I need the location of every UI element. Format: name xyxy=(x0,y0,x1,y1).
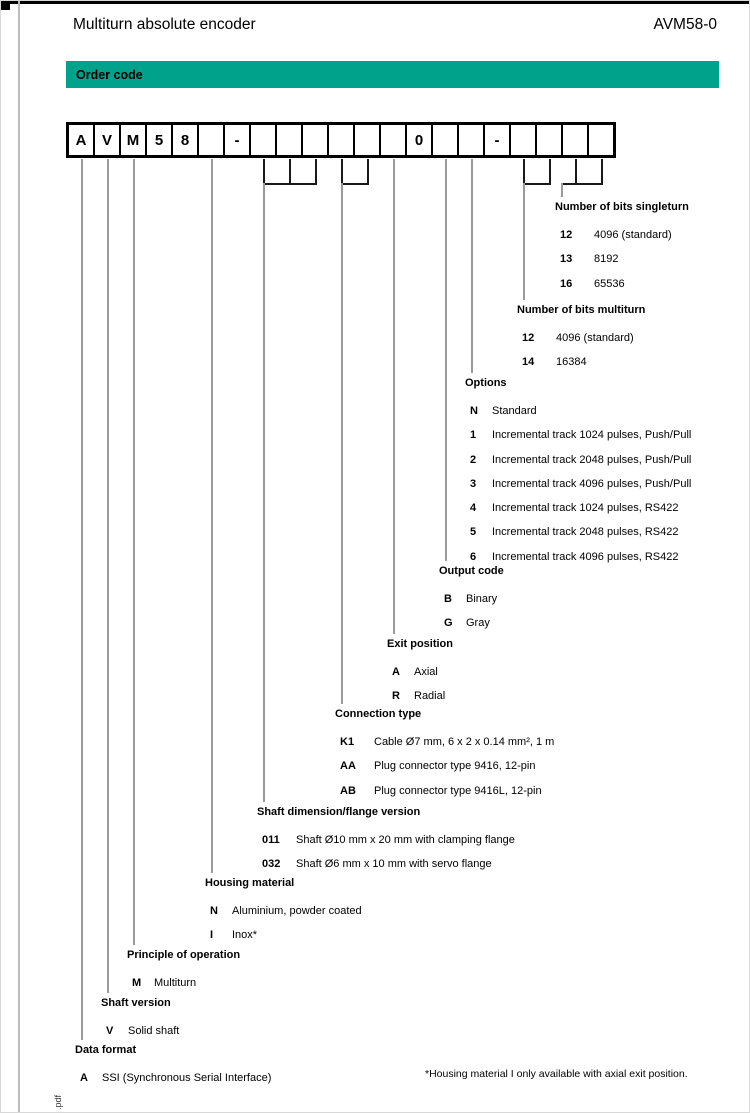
option-row xyxy=(262,834,515,847)
option-desc: Binary xyxy=(466,593,498,605)
option-code: 16 xyxy=(560,277,573,290)
connector-stub xyxy=(315,159,317,183)
group-title: Shaft dimension/flange version xyxy=(257,806,421,818)
connector-stub xyxy=(367,159,369,183)
option-desc: Plug connector type 9416L, 12-pin xyxy=(374,784,542,797)
option-code: 4 xyxy=(470,502,477,515)
option-desc: Aluminium, powder coated xyxy=(232,905,362,917)
option-group xyxy=(465,377,691,575)
option-code: 1 xyxy=(470,429,477,442)
order-code-boxes xyxy=(66,122,616,158)
connector-line xyxy=(471,159,473,373)
option-code: 13 xyxy=(560,253,573,266)
order-code-cell xyxy=(355,125,381,155)
page-edge-line xyxy=(18,1,20,1113)
option-code: I xyxy=(210,929,214,942)
group-title: Shaft version xyxy=(101,997,171,1009)
option-row xyxy=(262,858,515,871)
side-filename-label: .pdf xyxy=(53,1094,63,1110)
order-code-cell xyxy=(277,125,303,155)
connector-shelf xyxy=(561,183,603,185)
option-desc: Inox* xyxy=(232,929,258,942)
option-row xyxy=(340,785,554,798)
option-desc: 4096 (standard) xyxy=(556,332,634,344)
order-code-cell xyxy=(537,125,563,155)
option-code: B xyxy=(444,593,452,605)
option-group xyxy=(555,201,689,302)
group-title: Housing material xyxy=(205,877,295,889)
option-desc: Radial xyxy=(414,690,446,703)
order-code-cell: 8 xyxy=(173,125,199,155)
option-desc: Cable Ø7 mm, 6 x 2 x 0.14 mm², 1 m xyxy=(374,736,555,748)
option-desc: Solid shaft xyxy=(128,1025,180,1037)
group-title: Output code xyxy=(439,565,504,577)
order-code-cell xyxy=(459,125,485,155)
option-code: AB xyxy=(340,784,356,797)
option-group xyxy=(257,806,515,883)
option-desc: Multiturn xyxy=(154,977,197,989)
order-code-cell xyxy=(381,125,407,155)
option-code: A xyxy=(80,1072,88,1084)
corner-mark xyxy=(1,1,10,10)
option-row xyxy=(444,593,504,606)
option-row xyxy=(522,356,645,369)
option-row xyxy=(340,736,554,749)
option-desc: Plug connector type 9416, 12-pin xyxy=(374,760,536,773)
option-desc: Shaft Ø6 mm x 10 mm with servo flange xyxy=(296,858,492,871)
option-code: 12 xyxy=(522,332,535,344)
connector-stub xyxy=(289,159,291,183)
connector-line xyxy=(341,183,343,704)
option-code: AA xyxy=(340,760,356,773)
product-model: AVM58-0 xyxy=(653,16,717,33)
order-code-cell: - xyxy=(485,125,511,155)
connector-stub xyxy=(549,159,551,183)
order-code-cell xyxy=(589,125,613,155)
group-title: Connection type xyxy=(335,708,422,720)
option-group xyxy=(75,1044,271,1096)
option-code: R xyxy=(392,690,400,703)
connector-line xyxy=(393,159,395,634)
connector-line xyxy=(211,159,213,873)
option-group xyxy=(127,949,240,1001)
top-rule xyxy=(1,1,750,4)
connector-shelf xyxy=(523,183,551,185)
option-row xyxy=(80,1072,271,1085)
option-desc: 65536 xyxy=(594,277,625,290)
option-group xyxy=(205,877,362,954)
order-code-cell: - xyxy=(225,125,251,155)
connector-shelf xyxy=(263,183,317,185)
group-title: Data format xyxy=(75,1044,137,1056)
option-row xyxy=(470,526,691,539)
order-code-cell: A xyxy=(69,125,95,155)
option-code: V xyxy=(106,1025,114,1037)
connector-line xyxy=(133,159,135,945)
option-desc: Shaft Ø10 mm x 20 mm with clamping flange xyxy=(296,834,515,846)
connector-line xyxy=(81,159,83,1040)
option-code: 2 xyxy=(470,453,477,466)
connector-stub xyxy=(263,159,265,183)
option-code: N xyxy=(470,405,478,417)
option-code: K1 xyxy=(340,736,355,748)
group-title: Number of bits singleturn xyxy=(555,201,689,213)
option-code: 6 xyxy=(470,550,477,563)
group-title: Number of bits multiturn xyxy=(517,304,646,316)
option-desc: 16384 xyxy=(556,356,587,369)
option-row xyxy=(470,429,691,442)
option-code: 14 xyxy=(522,356,535,369)
option-code: 032 xyxy=(262,858,281,871)
option-row xyxy=(210,905,362,918)
option-row xyxy=(392,666,453,679)
order-code-cell xyxy=(511,125,537,155)
option-desc: Incremental track 2048 pulses, RS422 xyxy=(492,526,679,539)
option-desc: 8192 xyxy=(594,253,619,266)
option-row xyxy=(470,478,691,491)
option-row xyxy=(470,405,691,418)
connector-stub xyxy=(601,159,603,183)
connector-shelf xyxy=(341,183,369,185)
group-title: Exit position xyxy=(387,638,453,650)
option-desc: Incremental track 1024 pulses, Push/Pull xyxy=(492,429,692,442)
connector-line xyxy=(263,183,265,802)
option-desc: SSI (Synchronous Serial Interface) xyxy=(102,1072,272,1084)
option-row xyxy=(560,253,689,266)
option-desc: 4096 (standard) xyxy=(594,229,672,241)
option-code: 12 xyxy=(560,229,573,241)
order-code-cell: V xyxy=(95,125,121,155)
option-group xyxy=(517,304,645,381)
option-desc: Axial xyxy=(414,666,438,678)
option-row xyxy=(106,1025,179,1038)
connector-stub xyxy=(575,159,577,183)
section-header-label: Order code xyxy=(76,67,143,82)
order-code-cell: M xyxy=(121,125,147,155)
option-code: G xyxy=(444,617,453,630)
option-row xyxy=(132,977,240,990)
option-desc: Incremental track 4096 pulses, Push/Pull xyxy=(492,477,692,490)
option-group xyxy=(387,638,453,715)
order-code-cell xyxy=(251,125,277,155)
order-code-cell: 5 xyxy=(147,125,173,155)
option-code: 3 xyxy=(470,477,477,490)
connector-line xyxy=(107,159,109,993)
option-group xyxy=(335,708,554,809)
order-code-cell xyxy=(303,125,329,155)
option-row xyxy=(444,617,504,630)
connector-line xyxy=(561,183,563,197)
option-code: M xyxy=(132,977,142,989)
footnote: *Housing material I only available with axial exit position. xyxy=(425,1068,688,1080)
option-row xyxy=(560,229,689,242)
option-desc: Standard xyxy=(492,405,537,417)
connector-line xyxy=(523,183,525,300)
group-title: Options xyxy=(465,377,507,389)
option-desc: Incremental track 1024 pulses, RS422 xyxy=(492,502,679,515)
option-row xyxy=(210,929,362,942)
order-code-cell: 0 xyxy=(407,125,433,155)
connector-line xyxy=(445,159,447,561)
option-group xyxy=(439,565,504,642)
section-header-order-code xyxy=(66,61,719,88)
option-row xyxy=(470,551,691,564)
option-code: 011 xyxy=(262,834,280,846)
option-desc: Incremental track 4096 pulses, RS422 xyxy=(492,550,679,563)
option-code: 5 xyxy=(470,526,477,539)
option-code: N xyxy=(210,905,218,917)
connector-stub xyxy=(341,159,343,183)
order-code-cell xyxy=(433,125,459,155)
option-row xyxy=(560,278,689,291)
option-desc: Gray xyxy=(466,617,490,630)
connector-stub xyxy=(523,159,525,183)
order-code-cell xyxy=(329,125,355,155)
option-row xyxy=(470,502,691,515)
option-group xyxy=(101,997,179,1049)
page-title: Multiturn absolute encoder xyxy=(73,16,256,33)
option-row xyxy=(340,760,554,773)
order-code-cell xyxy=(199,125,225,155)
option-desc: Incremental track 2048 pulses, Push/Pull xyxy=(492,453,692,466)
option-code: A xyxy=(392,666,400,678)
option-row xyxy=(470,454,691,467)
order-code-cell xyxy=(563,125,589,155)
option-row xyxy=(522,332,645,345)
group-title: Principle of operation xyxy=(127,949,241,961)
option-row xyxy=(392,690,453,703)
